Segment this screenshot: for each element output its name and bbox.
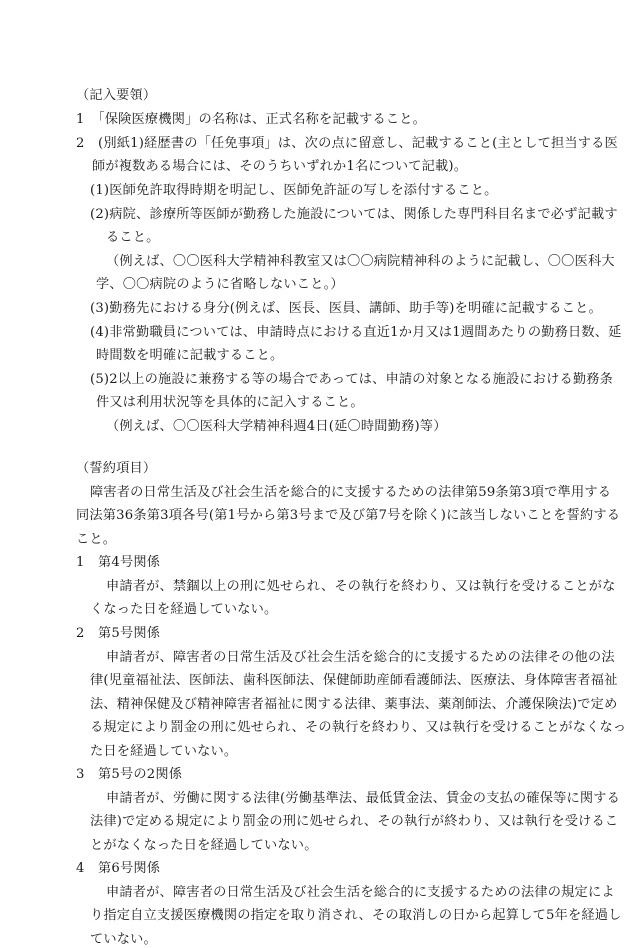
instruction-sub-2-example-line-2: 学、〇〇病院のように省略しないこと。） (96, 277, 344, 292)
pledge-item-title: 3 第5号の2関係 (76, 767, 183, 782)
instruction-sub-3: (3)勤務先における身分(例えば、医長、医員、講師、助手等)を明確に記載すること。 (90, 301, 602, 316)
pledge-item-line: り指定自立支援医療機関の指定を取り消され、その取消しの日から起算して5年を経過し (90, 908, 622, 923)
pledge-item-line: る規定により罰金の刑に処せられ、その執行を終わり、又は執行を受けることがなくなっ (90, 720, 627, 735)
instruction-sub-5-example: （例えば、〇〇医科大学精神科週4日(延〇時間勤務)等） (106, 419, 447, 434)
pledge-intro-line-3: こと。 (76, 532, 117, 547)
pledge-item-line: 申請者が、禁錮以上の刑に処せられ、その執行を終わり、又は執行を受けることがな (106, 579, 616, 594)
instruction-sub-4-line-1: (4)非常勤職員については、申請時点における直近1か月又は1週間あたりの勤務日数、延 (90, 325, 622, 340)
pledge-item-line: た日を経過していない。 (90, 744, 238, 759)
instruction-item-2-line-1: 2 (別紙1)経歴書の「任免事項」は、次の点に留意し、記載すること(主として担当する医 (76, 136, 618, 151)
pledge-item-line: くなった日を経過していない。 (90, 602, 278, 617)
pledge-item-line: 法、精神保健及び精神障害者福祉に関する法律、薬事法、薬剤師法、介護保険法)で定め (90, 697, 618, 712)
instruction-sub-1: (1)医師免許取得時期を明記し、医師免許証の写しを添付すること。 (90, 183, 498, 198)
instruction-sub-2-line-2: ること。 (106, 230, 160, 245)
pledge-item-line: 申請者が、障害者の日常生活及び社会生活を総合的に支援するための法律その他の法 (106, 650, 615, 665)
instruction-sub-4-line-2: 時間数を明確に記載すること。 (96, 348, 284, 363)
pledge-item-line: 律(児童福祉法、医師法、歯科医師法、保健師助産師看護師法、医療法、身体障害者福祉 (90, 673, 618, 688)
pledge-item-title: 4 第6号関係 (76, 861, 161, 876)
pledge-item-line: 法律)で定める規定により罰金の刑に処せられ、その執行が終わり、又は執行を受けるこ (90, 814, 619, 829)
instruction-sub-2-line-1: (2)病院、診療所等医師が勤務した施設については、関係した専門科目名まで必ず記載す (90, 207, 618, 222)
instruction-sub-5-line-2: 件又は利用状況等を具体的に記入すること。 (96, 395, 364, 410)
instruction-item-1: 1 「保険医療機関」の名称は、正式名称を記載すること。 (76, 112, 427, 127)
instruction-sub-2-example-line-1: （例えば、〇〇医科大学精神科教室又は〇〇病院精神科のように記載し、〇〇医科大 (106, 254, 615, 269)
instruction-item-2-line-2: 師が複数ある場合には、そのうちいずれか1名について記載)。 (92, 159, 468, 174)
pledge-intro-line-1: 障害者の日常生活及び社会生活を総合的に支援するための法律第59条第3項で準用する (90, 485, 612, 500)
pledge-item-line: ていない。 (90, 932, 157, 947)
instruction-sub-5-line-1: (5)2以上の施設に兼務する等の場合であっては、申請の対象となる施設における勤務条 (90, 372, 614, 387)
pledge-heading: （誓約項目） (76, 461, 157, 476)
pledge-intro-line-2: 同法第36条第3項各号(第1号から第3号まで及び第7号を除く)に該当しないことを誓約する (76, 508, 621, 523)
pledge-item-title: 1 第4号関係 (76, 555, 161, 570)
pledge-item-line: 申請者が、障害者の日常生活及び社会生活を総合的に支援するための法律の規定によ (106, 885, 615, 900)
pledge-item-line: 申請者が、労働に関する法律(労働基準法、最低賃金法、賃金の支払の確保等に関する (106, 791, 621, 806)
instructions-heading: （記入要領） (76, 88, 157, 103)
pledge-item-line: とがなくなった日を経過していない。 (90, 838, 318, 853)
pledge-item-title: 2 第5号関係 (76, 626, 161, 641)
